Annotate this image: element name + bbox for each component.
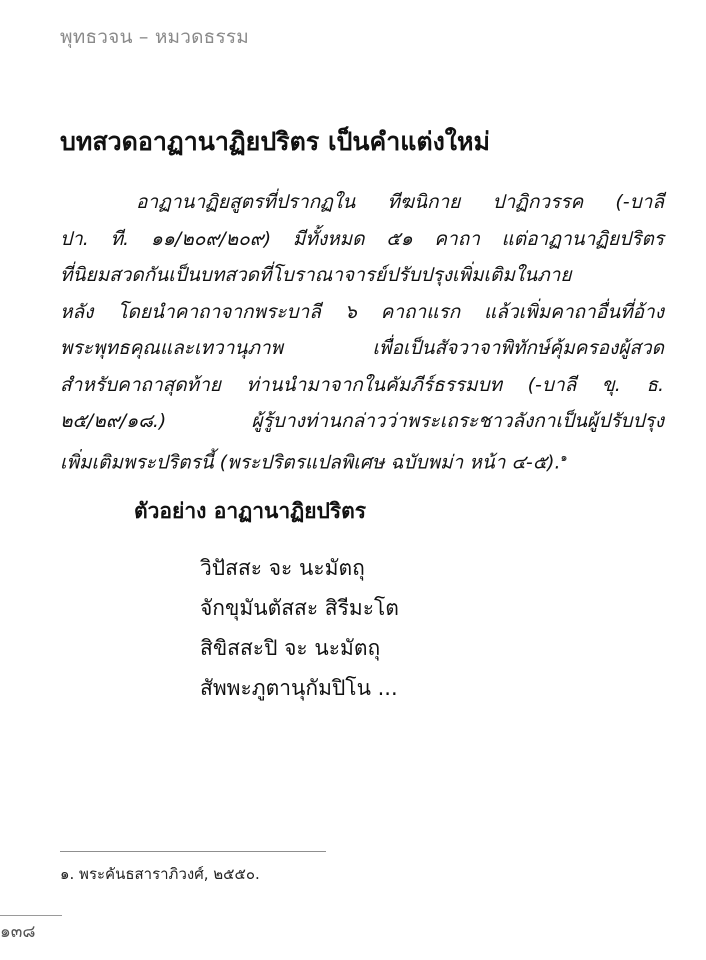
page-number: ๑๓๘ bbox=[0, 922, 36, 942]
body-line: ปา. ที. ๑๑/๒๐๙/๒๐๙) มีทั้งหมด ๕๑ คาถา แต่อาฏานาฏิยปริตร bbox=[60, 227, 664, 250]
body-paragraph bbox=[60, 184, 664, 480]
body-line-last bbox=[60, 440, 664, 481]
verse-line: วิปัสสะ จะ นะมัตถุ bbox=[200, 556, 365, 580]
body-line: ๒๕/๒๙/๑๘.) ผู้รู้บางท่านกล่าวว่าพระเถระชาวลังกาเป็นผู้ปรับปรุง bbox=[60, 410, 664, 432]
body-line: หลัง โดยนำคาถาจากพระบาลี ๖ คาถาแรก แล้วเพิ่มคาถาอื่นที่อ้าง bbox=[60, 300, 664, 323]
footnote-reference-mark[interactable]: ๑ bbox=[560, 450, 568, 464]
footnote-divider bbox=[60, 851, 326, 852]
verse-line: จักขุมันตัสสะ สิรีมะโต bbox=[200, 596, 399, 620]
example-heading: ตัวอย่าง อาฏานาฏิยปริตร bbox=[134, 499, 367, 523]
body-line: อาฏานาฏิยสูตรที่ปรากฏใน ทีฆนิกาย ปาฏิกวรรค (-บาลี bbox=[136, 191, 664, 213]
section-title: บทสวดอาฏานาฏิยปริตร เป็นคำแต่งใหม่ bbox=[60, 127, 490, 156]
verse-line: สิขิสสะปิ จะ นะมัตถุ bbox=[200, 636, 381, 660]
verse-block bbox=[200, 548, 399, 708]
page-number-divider bbox=[0, 915, 62, 916]
body-line: สำหรับคาถาสุดท้าย ท่านนำมาจากในคัมภีร์ธรรมบท (-บาลี ขุ. ธ. bbox=[60, 373, 664, 396]
verse-line: สัพพะภูตานุกัมปิโน ... bbox=[200, 676, 398, 700]
body-line: ที่นิยมสวดกันเป็นบทสวดที่โบราณาจารย์ปรับปรุงเพิ่มเติมในภาย bbox=[60, 264, 572, 286]
body-line: พระพุทธคุณและเทวานุภาพ เพื่อเป็นสัจวาจาพิทักษ์คุ้มครองผู้สวด bbox=[60, 337, 664, 359]
footnote-text: ๑. พระคันธสาราภิวงศ์, ๒๕๕๐. bbox=[60, 865, 260, 883]
running-header: พุทธวจน – หมวดธรรม bbox=[60, 26, 250, 48]
body-line: เพิ่มเติมพระปริตรนี้ (พระปริตรแปลพิเศษ ฉบับพม่า หน้า ๔-๕). bbox=[60, 450, 561, 473]
